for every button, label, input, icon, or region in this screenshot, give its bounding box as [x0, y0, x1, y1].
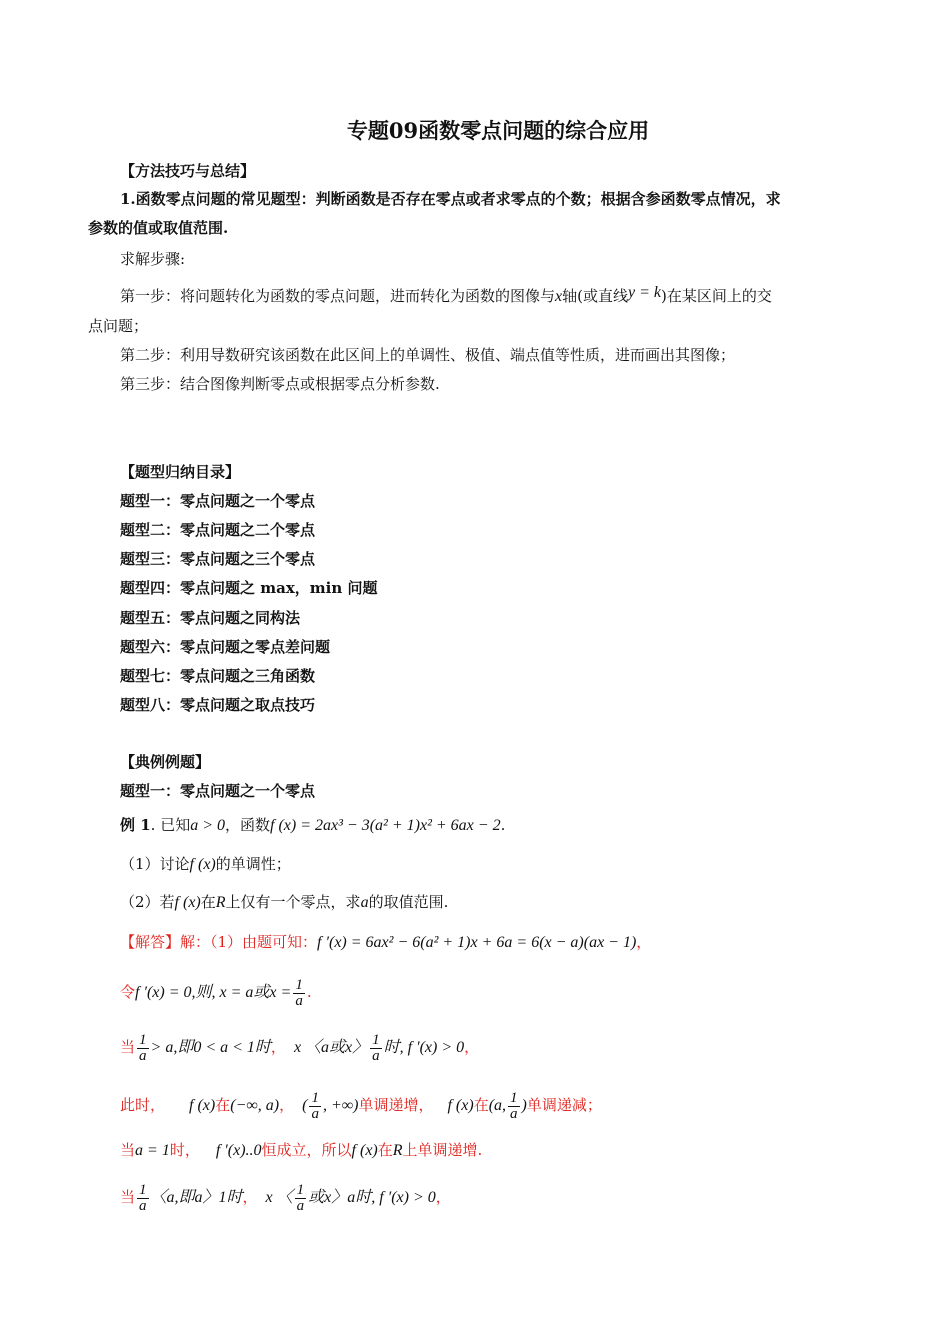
solution-label: 【解答】解：（1）由题可知：	[120, 933, 318, 951]
solution-text: 此时，	[120, 1096, 166, 1114]
question2-func: f (x)	[174, 894, 201, 911]
solution-text: 令	[120, 983, 136, 1001]
solution-text: ，	[242, 1188, 258, 1206]
solution-line1	[120, 931, 651, 954]
solution-func: f (x)	[189, 1097, 216, 1114]
solution-func: f (x)	[351, 1142, 378, 1159]
solution-text: 当	[120, 1038, 136, 1056]
solution-math: x 〈	[265, 1189, 293, 1206]
solution-text: ，	[270, 1038, 286, 1056]
fraction-den: a	[139, 1047, 147, 1064]
example1-condition: a > 0	[190, 817, 226, 834]
step1-line2: 点问题；	[88, 317, 149, 335]
step1-eq: y = k	[627, 284, 661, 301]
solution-let	[120, 975, 312, 1009]
interval: , +∞)	[322, 1097, 359, 1114]
fraction-num: 1	[372, 1031, 380, 1048]
solution-text: 时，	[169, 1141, 200, 1159]
step1-x: x	[555, 288, 563, 305]
step1-text-a: 第一步：将问题转化为函数的零点问题，进而转化为函数的图像与	[120, 287, 556, 305]
catalog-item: 题型八：零点问题之取点技巧	[120, 696, 316, 714]
fraction-1-over-a	[370, 1033, 382, 1064]
interval: (a,	[488, 1097, 507, 1114]
solution-math: a = 1	[135, 1142, 170, 1159]
solution-R: R	[392, 1142, 403, 1159]
methods-heading: 【方法技巧与总结】	[120, 162, 256, 180]
solution-math: f ′(x) = 0,则, x = a或x =	[135, 984, 292, 1001]
solution-text: 在	[215, 1096, 231, 1114]
step2: 第二步：利用导数研究该函数在此区间上的单调性、极值、端点值等性质，进而画出其图像；	[120, 346, 736, 364]
solution-text: .	[306, 983, 312, 1001]
solution-monotonic	[120, 1088, 602, 1122]
question1-text: （1）讨论	[120, 855, 190, 873]
question2-var: a	[360, 894, 369, 911]
page-title: 专题09函数零点问题的综合应用	[346, 118, 650, 143]
catalog-item: 题型四：零点问题之 max，min 问题	[120, 579, 378, 597]
catalog-item: 题型二：零点问题之二个零点	[120, 521, 316, 539]
catalog-item: 题型六：零点问题之零点差问题	[120, 638, 331, 656]
question1-func: f (x)	[189, 856, 216, 873]
fraction-num: 1	[311, 1089, 319, 1106]
question1-text: 的单调性；	[215, 855, 291, 873]
solution-derivative: f ′(x) = 6ax² − 6(a² + 1)x + 6a = 6(x − a)(ax − 1)	[317, 934, 637, 951]
solution-case2	[120, 1139, 482, 1162]
solution-math: 或x〉a时, f ′(x) > 0	[308, 1189, 436, 1206]
methods-point1-line1: 1.函数零点问题的常见题型：判断函数是否存在零点或者求零点的个数；根据含参函数零点情况，求	[120, 190, 781, 208]
fraction-den: a	[296, 1197, 305, 1214]
example1-label: 例 1	[120, 816, 151, 834]
methods-point1-line2: 参数的值或取值范围.	[88, 219, 229, 237]
question2-R: R	[215, 894, 226, 911]
catalog-item: 题型三：零点问题之三个零点	[120, 550, 316, 568]
solution-case3	[120, 1180, 451, 1214]
examples-type-heading: 题型一：零点问题之一个零点	[120, 782, 316, 800]
example1-text: ，函数	[225, 816, 271, 834]
solution-text: 上单调递增.	[402, 1141, 483, 1159]
fraction-den: a	[510, 1105, 518, 1122]
fraction-1-over-a	[309, 1091, 321, 1122]
solution-text: 当	[120, 1141, 136, 1159]
fraction-num: 1	[296, 1181, 305, 1198]
fraction-1-over-a	[293, 978, 305, 1009]
solution-math: 时, f ′(x) > 0	[383, 1039, 465, 1056]
step1-text-c: )在某区间上的交	[660, 287, 772, 305]
solution-text: ，	[636, 933, 652, 951]
question2-text: （2）若	[120, 893, 175, 911]
solution-text: 单调递增，	[358, 1096, 434, 1114]
fraction-num: 1	[510, 1089, 518, 1106]
steps-label: 求解步骤:	[120, 250, 186, 268]
fraction-den: a	[295, 992, 303, 1009]
interval: (	[302, 1097, 308, 1114]
solution-text: ，	[464, 1038, 480, 1056]
question2-text: 的取值范围.	[368, 893, 449, 911]
interval: (−∞, a)	[230, 1097, 280, 1114]
example1-statement	[120, 814, 505, 837]
fraction-den: a	[311, 1105, 319, 1122]
catalog-item: 题型七：零点问题之三角函数	[120, 667, 316, 685]
solution-math: f ′(x)..0	[215, 1142, 262, 1159]
solution-text: ，	[435, 1188, 451, 1206]
solution-math: 〈a,即a〉1时	[150, 1189, 243, 1206]
solution-text: 当	[120, 1188, 136, 1206]
fraction-den: a	[139, 1197, 147, 1214]
example1-text: .	[500, 816, 506, 834]
example1-text: . 已知	[150, 816, 191, 834]
solution-text: 在	[473, 1096, 489, 1114]
example1-function: f (x) = 2ax³ − 3(a² + 1)x² + 6ax − 2	[270, 817, 501, 834]
fraction-num: 1	[295, 976, 303, 993]
solution-func: f (x)	[447, 1097, 474, 1114]
catalog-item: 题型五：零点问题之同构法	[120, 609, 301, 627]
solution-text: 单调递减；	[526, 1096, 602, 1114]
solution-text: ，	[279, 1096, 295, 1114]
solution-math: x 〈a或x〉	[293, 1039, 369, 1056]
fraction-1-over-a	[295, 1183, 307, 1214]
question1	[120, 853, 291, 876]
fraction-1-over-a	[508, 1091, 520, 1122]
question2-text: 在	[200, 893, 216, 911]
catalog-heading: 【题型归纳目录】	[120, 463, 241, 481]
fraction-den: a	[372, 1047, 380, 1064]
solution-text: 恒成立，所以	[261, 1141, 352, 1159]
step3: 第三步：结合图像判断零点或根据零点分析参数.	[120, 375, 440, 393]
fraction-num: 1	[139, 1181, 147, 1198]
solution-case1	[120, 1030, 479, 1064]
fraction-1-over-a	[137, 1033, 149, 1064]
catalog-item: 题型一：零点问题之一个零点	[120, 492, 316, 510]
fraction-1-over-a	[137, 1183, 149, 1214]
interval: )	[521, 1097, 527, 1114]
question2	[120, 891, 448, 914]
solution-text: 在	[377, 1141, 393, 1159]
fraction-num: 1	[139, 1031, 147, 1048]
examples-heading: 【典例例题】	[120, 753, 211, 771]
step1-text-b: 轴(或直线	[562, 287, 628, 305]
solution-math: > a,即0 < a < 1时	[150, 1039, 271, 1056]
step1-line1	[120, 285, 772, 308]
question2-text: 上仅有一个零点，求	[225, 893, 361, 911]
